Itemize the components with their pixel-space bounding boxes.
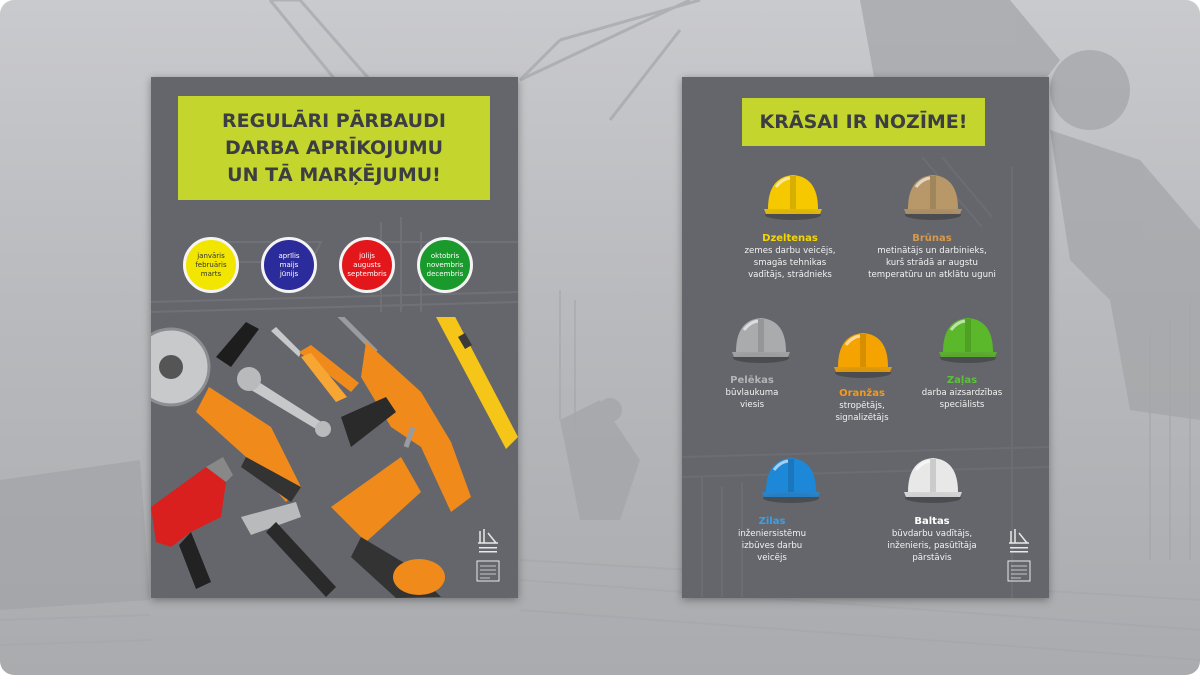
baltas-helmet-icon: [902, 452, 964, 504]
title-line-1: REGULĀRI PĀRBAUDI: [222, 109, 446, 132]
spirit-level-icon: [436, 317, 518, 449]
month-label: janvāris: [197, 251, 225, 260]
month-label: jūlijs: [359, 251, 375, 260]
helmet-label-brūnas: [852, 232, 1012, 281]
pelēkas-helmet-icon: [730, 312, 792, 364]
month-label: augusts: [353, 260, 381, 269]
title-line-3: UN TĀ MARĶĒJUMU!: [227, 163, 441, 186]
season-circle-q2: [261, 237, 317, 293]
helmet-label-zilas: [712, 515, 832, 564]
helmet-label-dzeltenas: [720, 232, 860, 281]
helmet-role-description: metinātājs un darbinieks, kurš strādā ar augstu temperatūru un atklātu uguni: [868, 246, 996, 280]
helmet-role-description: stropētājs, signalizētājs: [835, 401, 889, 423]
helmet-label-baltas: [857, 515, 1007, 564]
season-circle-q1: [183, 237, 239, 293]
hammer-icon: [241, 502, 336, 597]
month-label: novembris: [426, 260, 464, 269]
organization-logo-icon: [1007, 527, 1031, 557]
pliers-icon: [271, 327, 359, 402]
dzeltenas-helmet-icon: [762, 169, 824, 221]
month-label: marts: [200, 269, 222, 278]
helmet-color-name: Dzeltenas: [762, 233, 818, 244]
title-line-2: DARBA APRĪKOJUMU: [224, 136, 444, 159]
helmet-color-name: Oranžas: [839, 388, 885, 399]
month-label: maijs: [279, 260, 299, 269]
month-label: aprīlis: [278, 251, 300, 260]
helmet-color-name: Brūnas: [912, 233, 952, 244]
month-label: oktobris: [430, 251, 460, 260]
brūnas-helmet-icon: [902, 169, 964, 221]
helmet-role-description: būvlaukuma viesis: [725, 388, 779, 410]
tools-illustration: [151, 317, 518, 598]
helmet-color-name: Zilas: [758, 516, 786, 527]
helmet-role-description: zemes darbu veicējs, smagās tehnikas vadītājs, strādnieks: [744, 246, 836, 280]
month-label: septembris: [347, 269, 387, 278]
helmets-poster-title: KRĀSAI IR NOZĪME!: [742, 98, 985, 146]
info-box-icon: [476, 560, 500, 582]
zilas-helmet-icon: [760, 452, 822, 504]
month-label: jūnijs: [279, 269, 299, 278]
organization-logo-icon: [476, 527, 500, 557]
info-box-icon: [1007, 560, 1031, 582]
tools-poster-title: [178, 96, 490, 200]
month-label: februāris: [195, 260, 227, 269]
helmet-role-description: darba aizsardzības speciālists: [921, 388, 1003, 410]
helmet-label-zaļas: [902, 374, 1022, 411]
season-circle-q3: [339, 237, 395, 293]
season-circle-q4: [417, 237, 473, 293]
heat-gun-icon: [151, 457, 233, 589]
zaļas-helmet-icon: [937, 312, 999, 364]
oranžas-helmet-icon: [832, 327, 894, 379]
helmet-color-name: Pelēkas: [730, 375, 774, 386]
tools-poster: [151, 77, 518, 598]
helmet-color-name: Zaļas: [946, 375, 978, 386]
helmet-color-name: Baltas: [914, 516, 950, 527]
helmet-label-pelēkas: [702, 374, 802, 411]
helmet-role-description: būvdarbu vadītājs, inženieris, pasūtītāja pārstāvis: [887, 529, 977, 563]
helmet-colors-poster: [682, 77, 1049, 598]
helmet-role-description: inženiersistēmu izbūves darbu veicējs: [737, 529, 807, 563]
month-label: decembris: [426, 269, 464, 278]
